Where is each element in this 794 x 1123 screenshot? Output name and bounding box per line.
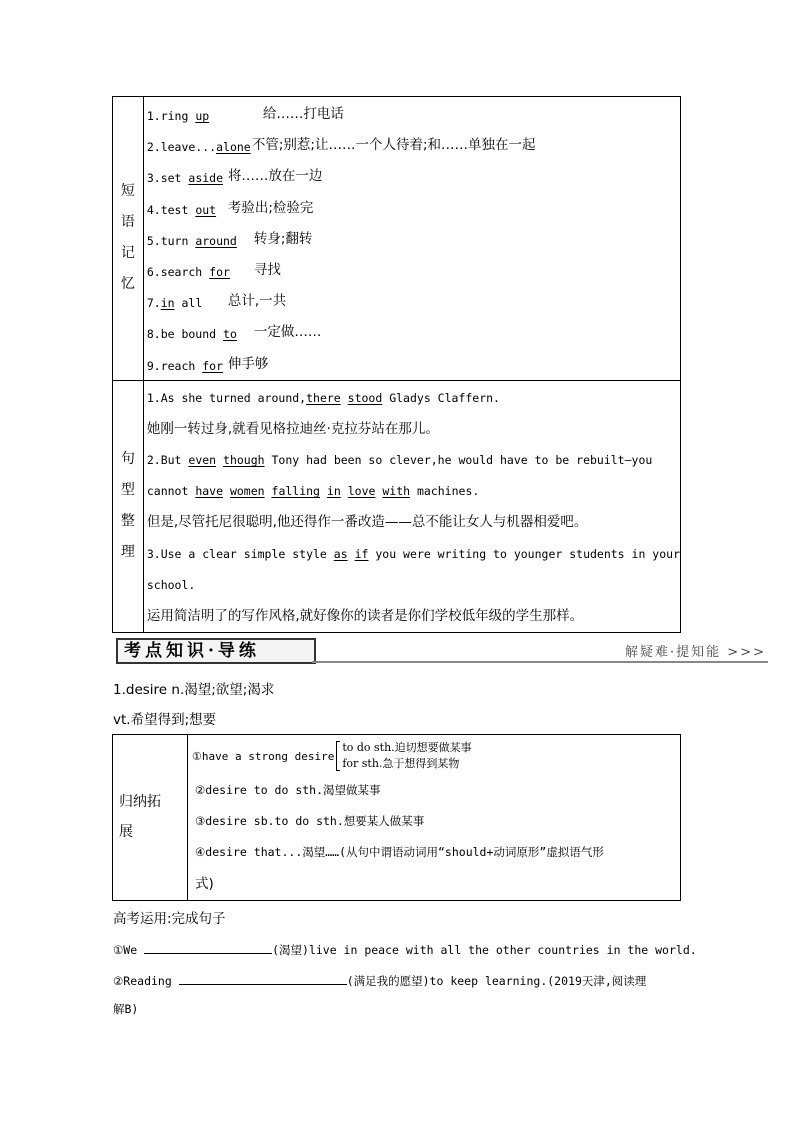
- phrase-list: [143, 97, 680, 381]
- sentence-2-translation: 但是,尽管托尼很聪明,他还得作一番改造——总不能让女人与机器相爱吧。: [146, 514, 588, 531]
- answer-blank-2[interactable]: [179, 970, 347, 985]
- desire-expansion-3: ③desire sb.to do sth.想要某人做某事: [195, 814, 425, 829]
- desire-expansion: [188, 735, 681, 901]
- phrase-item: [144, 161, 680, 192]
- phrase-english: 4.test out: [146, 202, 217, 217]
- desire-expansion-1: ①have a strong desire to do sth.迫切想要做某事 for sth.急于想得到某物: [192, 740, 472, 770]
- sentence-2: 2.But even though Tony had been so clever,he would have to be rebuilt—you: [146, 453, 653, 468]
- phrase-english: 7.in all: [146, 296, 203, 311]
- phrase-english: 5.turn around: [146, 233, 237, 248]
- phrase-item: [144, 99, 680, 130]
- answer-blank-1[interactable]: [144, 939, 272, 954]
- sentence-3-translation: 运用简洁明了的写作风格,就好像你的读者是你们学校低年级的学生那样。: [146, 608, 584, 624]
- brace: [336, 741, 340, 771]
- phrase-chinese: 将……放在一边: [227, 168, 323, 185]
- phrase-item: [144, 255, 680, 286]
- phrase-english: 1.ring up: [146, 109, 210, 123]
- phrase-chinese: 转身;翻转: [253, 230, 313, 247]
- exercise-q2-cont: 解B): [113, 1002, 139, 1016]
- phrase-side-label: 短 语 记 忆: [113, 97, 144, 381]
- sentence-side-label: 句 型 整 理: [113, 380, 144, 633]
- phrase-item: [144, 193, 680, 224]
- phrase-english: 8.be bound to: [146, 327, 237, 342]
- phrase-item: [144, 317, 680, 348]
- desire-side-label: 归纳拓展: [113, 735, 188, 901]
- desire-vt: vt.希望得到;想要: [113, 712, 217, 728]
- phrase-chinese: 寻找: [253, 261, 281, 278]
- desire-expansion-4-cont: 式): [195, 875, 214, 892]
- phrase-english: 6.search for: [146, 264, 230, 279]
- desire-expansion-2: ②desire to do sth.渴望做某事: [195, 783, 381, 797]
- sentence-list: [143, 380, 680, 633]
- phrase-english: 2.leave...alone: [146, 140, 251, 155]
- phrase-chinese: 一定做……: [253, 324, 322, 341]
- phrase-chinese: 不管;别惹;让……一个人待着;和……单独在一起: [251, 137, 536, 154]
- banner-rule: [312, 661, 768, 663]
- phrase-chinese: 总计,一共: [227, 293, 287, 310]
- phrase-chinese: 给……打电话: [262, 106, 344, 122]
- sentence-2-cont: cannot have women falling in love with machines.: [146, 484, 480, 499]
- section-banner: [116, 638, 768, 664]
- sentence-3: 3.Use a clear simple style as if you were writing to younger students in your: [146, 546, 680, 561]
- sentence-3-cont: school.: [146, 577, 196, 592]
- phrase-english: 9.reach for: [146, 358, 224, 373]
- sentence-1: 1.As she turned around,there stood Gladys Claffern.: [146, 390, 500, 405]
- phrase-chinese: 考验出;检验完: [227, 199, 314, 216]
- sentence-1-translation: 她刚一转过身,就看见格拉迪丝·克拉芬站在那儿。: [146, 420, 439, 437]
- phrase-item: [144, 286, 680, 317]
- section-title: 考点知识·导练: [116, 638, 316, 664]
- desire-table: [112, 734, 681, 901]
- phrase-item: [144, 224, 680, 255]
- exercise-q2: ②Reading (满足我的愿望)to keep learning.(2019天津,阅读理: [113, 970, 646, 989]
- section-subtitle: 解疑难·提知能 >>>: [625, 645, 766, 660]
- exercise-q1: ①We (渴望)live in peace with all the other countries in the world.: [113, 939, 697, 958]
- phrase-chinese: 伸手够: [227, 355, 269, 372]
- phrase-item: [144, 130, 680, 161]
- desire-heading: 1.desire n.渴望;欲望;渴求: [113, 682, 275, 698]
- phrase-item: [144, 349, 680, 380]
- exercise-title: 高考运用:完成句子: [113, 911, 226, 927]
- phrase-english: 3.set aside: [146, 171, 224, 186]
- phrase-table: [112, 96, 681, 633]
- desire-expansion-4: ④desire that...渴望……(从句中谓语动词用“should+动词原形”虚拟语气形: [195, 845, 604, 860]
